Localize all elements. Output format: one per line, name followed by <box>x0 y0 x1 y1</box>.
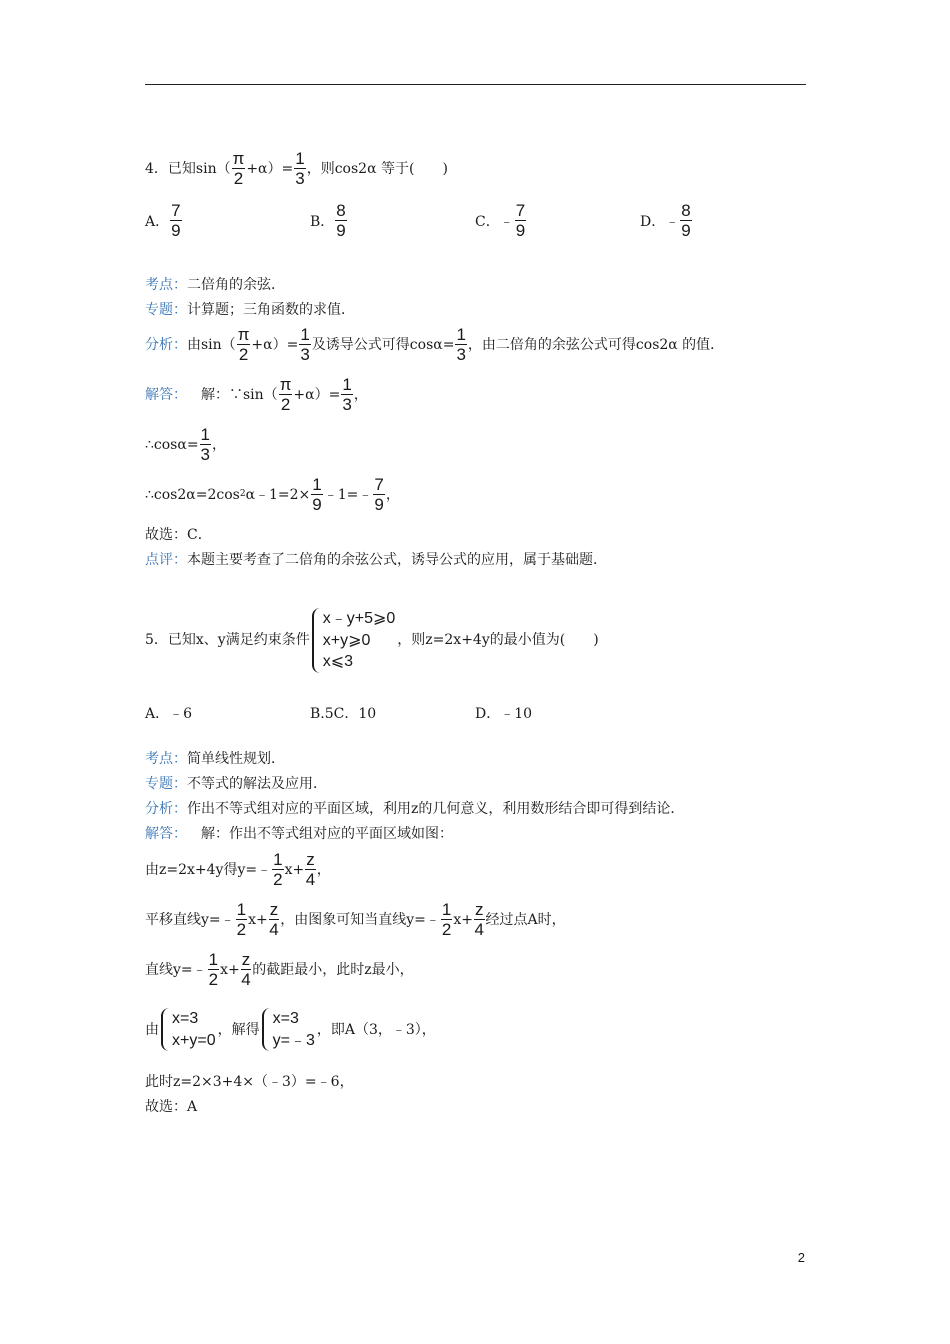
q4-kaodian: 考点： 二倍角的余弦． <box>145 277 285 293</box>
q5-stem: 5．已知x、y满足约束条件 x﹣y+5⩾0 x+y⩾0 x⩽3 ，则z=2x+4y的最小值为( ) <box>145 608 599 673</box>
q5-option-bc: B.5C．10 <box>310 706 377 722</box>
q5-step-1: 由z=2x+4y得y=﹣ $\frac{1}{2}$ x+ $\frac{z}{4}$ ， <box>145 850 331 889</box>
constraint-system: x﹣y+5⩾0 x+y⩾0 x⩽3 <box>312 608 396 673</box>
equation-system-solution: x=3 y=﹣3 <box>262 1008 315 1051</box>
q4-option-c: C． ﹣ $\frac{7}{9}$ <box>475 201 526 240</box>
q5-answer: 故选：A <box>145 1099 198 1115</box>
header-rule <box>145 84 806 85</box>
q5-step-3: 直线y=﹣ $\frac{1}{2}$ x+ $\frac{z}{4}$ 的截距最小，此时z最小， <box>145 950 414 989</box>
q5-zhuanti: 专题： 不等式的解法及应用． <box>145 776 327 792</box>
q5-kaodian: 考点： 简单线性规划． <box>145 751 285 767</box>
q4-option-b: B． $\frac{8}{9}$ <box>310 201 346 240</box>
fraction-pi-over-2: $\frac{\pi}{2}$ <box>232 149 245 188</box>
q4-jieda: 解答： 解：∵sin（ $\frac{\pi}{2}$ +α）= $\frac{1}{3}$ ， <box>145 375 368 414</box>
q5-option-d: D．﹣10 <box>475 706 533 722</box>
q4-dianping: 点评： 本题主要考查了二倍角的余弦公式，诱导公式的应用，属于基础题． <box>145 552 607 568</box>
q4-zhuanti: 专题： 计算题；三角函数的求值． <box>145 302 355 318</box>
q4-option-a: A． $\frac{7}{9}$ <box>145 201 181 240</box>
q5-step-2: 平移直线y=﹣ $\frac{1}{2}$ x+ $\frac{z}{4}$ ，由图象可知当直线y=﹣ $\frac{1}{2}$ x+ $\frac{z}{4}$ 经过点A时， <box>145 900 566 939</box>
q5-fenxi: 分析： 作出不等式组对应的平面区域，利用z的几何意义，利用数形结合即可得到结论． <box>145 801 685 817</box>
page-number: 2 <box>797 1250 805 1265</box>
q5-jieda: 解答： 解：作出不等式组对应的平面区域如图： <box>145 826 453 842</box>
q4-answer: 故选：C． <box>145 527 212 543</box>
q4-step-cos: ∴cosα= $\frac{1}{3}$ ， <box>145 425 227 464</box>
q4-step-cos2: ∴cos2α=2cos 2 α﹣1=2× $\frac{1}{9}$ ﹣1=﹣ $\frac{7}{9}$ ， <box>145 475 400 514</box>
equation-system-given: x=3 x+y=0 <box>161 1008 216 1051</box>
q4-stem: 4．已知sin（ $\frac{\pi}{2}$ +α）= $\frac{1}{3}$ ，则cos2α 等于( ) <box>145 149 448 188</box>
q5-step-5: 此时z=2×3+4×（﹣3）=﹣6， <box>145 1074 354 1090</box>
q5-step-4: 由 x=3 x+y=0 ，解得 x=3 y=﹣3 ，即A（3，﹣3）， <box>145 1008 436 1051</box>
q4-option-d: D． ﹣ $\frac{8}{9}$ <box>640 201 691 240</box>
q5-option-a: A．﹣6 <box>145 706 193 722</box>
fraction-one-third: $\frac{1}{3}$ <box>295 149 305 188</box>
q4-fenxi: 分析： 由sin（ $\frac{\pi}{2}$ +α）= $\frac{1}{3}$ 及诱导公式可得cosα= $\frac{1}{3}$ ，由二倍角的余弦公式可得cos2α 的值． <box>145 325 725 364</box>
